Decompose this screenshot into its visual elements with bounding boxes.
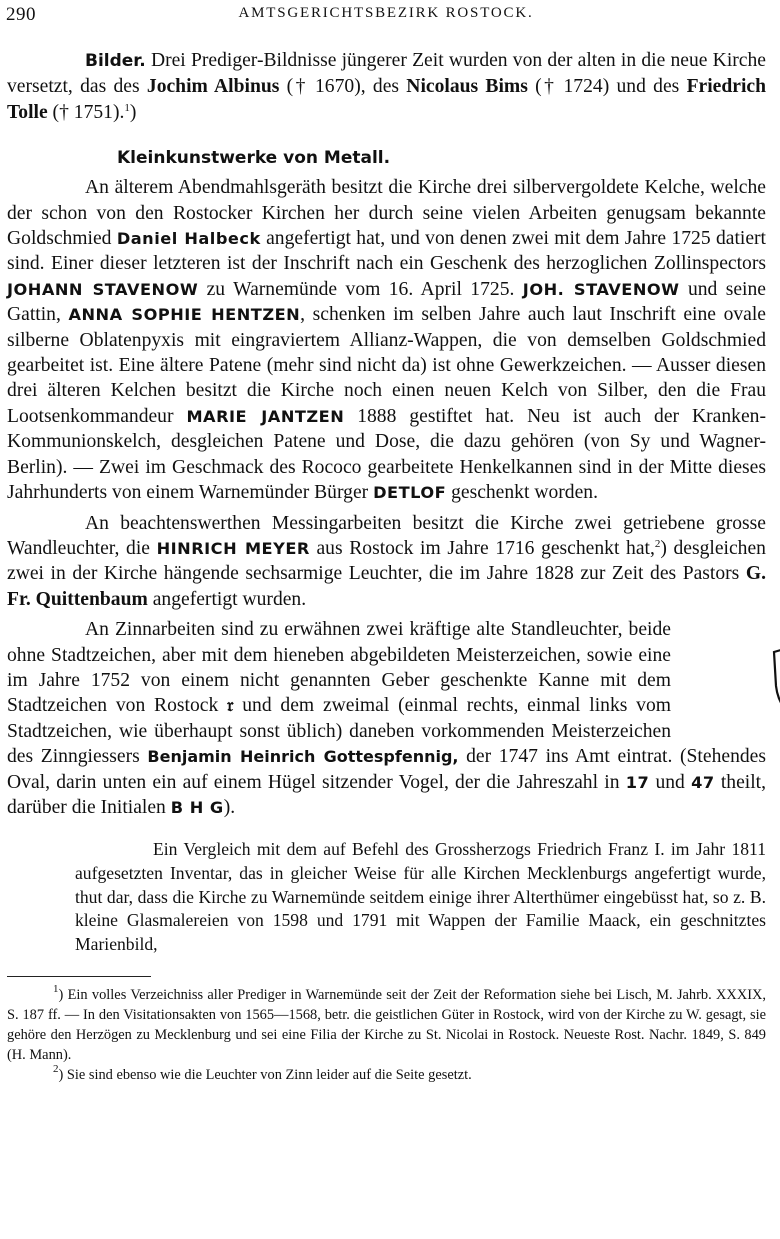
footnote-divider <box>7 976 151 977</box>
name-stavenow: JOHANN STAVENOW <box>7 279 199 299</box>
name-joh-stavenow: JOH. STAVENOW <box>522 279 680 299</box>
anchor-shield-icon <box>769 642 780 726</box>
name-albinus: Jochim Albinus <box>146 76 280 98</box>
page-number: 290 <box>6 4 36 25</box>
name-halbeck: Daniel Halbeck <box>116 229 261 249</box>
name-tolle: Friedrich Tolle <box>7 76 766 123</box>
footnote-2: $^2$) Sie sind ebenso wie die Leuchter von Zinn leider auf die Seite gesetzt. <box>53 1062 472 1083</box>
footnote-ref-2: 2 <box>654 537 661 550</box>
section-title: Kleinkunstwerke von Metall. <box>117 148 391 169</box>
paragraph-bilder: Bilder. Drei Prediger-Bildnisse jüngerer Zeit wurden von der alten in die neue Kirche versetzt, das des Jochim Albinus († 1670), des Nicolaus Bims († 1724) und des Friedrich Tolle († 1751).$^1$) <box>7 50 766 123</box>
paragraph-zinn: An Zinnarbeiten sind zu erwähnen zwei kräftige alte Standleuchter, beide ohne Stadtzeichen, aber mit dem hieneben abgebildeten Meisterzeichen, sowie eine im Jahre 1752 von einem nicht genannten Geber geschenkte Kanne mit dem Stadtzeichen von Rostock 𝔯 und dem zweimal (einmal rechts, einmal links vom Stadtzeichen, wie überhaupt sonst üblich) daneben vorkommenden Meisterzeichen des Zinngiessers Benjamin Heinrich Gottespfennig, der 1747 ins Amt eintrat. (Stehendes Oval, darin unten ein auf einem Hügel sitzender Vogel, der die Jahreszahl in 17 und 47 theilt, darüber die Initialen B H G). <box>7 617 766 820</box>
running-title: AMTSGERICHTSBEZIRK ROSTOCK. <box>238 5 534 21</box>
footnote-ref-1: 1 <box>124 101 130 114</box>
name-quittenbaum: G. Fr. Quittenbaum <box>7 563 766 610</box>
page-body <box>7 48 766 1085</box>
name-detlof: DETLOF <box>373 483 447 503</box>
run-in-heading: Bilder. <box>85 51 146 71</box>
small-print-note: Ein Vergleich mit dem auf Befehl des Grossherzogs Friedrich Franz I. im Jahr 1811 aufgesetzten Inventar, das in gleicher Weise für alle Kirchen Mecklenburgs angefertigt wurde, thut dar, dass die Kirche zu Warnemünde seitdem einige ihrer Alterthümer eingebüsst hat, so z. B. kleine Glasmalereien von 1598 und 1791 mit Wappen der Familie Maack, ein geschnitztes Marienbild, <box>75 839 766 955</box>
footnote-1: $^1$) Ein volles Verzeichniss aller Prediger in Warnemünde seit der Zeit der Reformation siehe bei Lisch, M. Jahrb. XXXIX, S. 187 ff. — In den Visitationsakten von 1565—1568, betr. die geistlichen Güter in Rostock, wird von der Kirche zu W. gesagt, sie gehöre den Herzögen zu Mecklenburg und sei eine Filia der Kirche zu St. Nicolai in Rostock. Neueste Rost. Nachr. 1849, S. 849 (H. Mann). <box>7 982 766 1063</box>
paragraph-messing: An beachtenswerthen Messingarbeiten besitzt die Kirche zwei getriebene grosse Wandleuchter, die HINRICH MEYER aus Rostock im Jahre 1716 geschenkt hat,$^2$) desgleichen zwei in der Kirche hängende sechsarmige Leuchter, die im Jahre 1828 zur Zeit des Pastors G. Fr. Quittenbaum angefertigt wurden. <box>7 512 766 610</box>
rostock-city-mark: 𝔯 <box>227 695 234 717</box>
name-gottespfennig: Benjamin Heinrich Gottespfennig, <box>147 747 459 767</box>
paragraph-abendmahl: An älterem Abendmahlsgeräth besitzt die Kirche drei silbervergoldete Kelche, welche der schon von den Rostocker Kirchen her durch seine vielen Arbeiten genugsam bekannte Goldschmied Daniel Halbeck angefertigt hat, und von denen zwei mit dem Jahre 1725 datiert sind. Einer dieser letzteren ist der Inschrift nach ein Geschenk des herzoglichen Zollinspectors JOHANN STAVENOW zu Warnemünde vom 16. April 1725. JOH. STAVENOW und seine Gattin, ANNA SOPHIE HENTZEN, schenken im selben Jahre auch laut Inschrift eine ovale silberne Oblatenpyxis mit eingraviertem Allianz-Wappen, die von demselben Goldschmied gearbeitet ist. Eine ältere Patene (mehr sind nicht da) ist ohne Gewerkzeichen. — Ausser diesen drei älteren Kelchen besitzt die Kirche noch einen neuen Kelch von Silber, den die Frau Lootsenkommandeur MARIE JANTZEN 1888 gestiftet hat. Neu ist auch der Kranken-Kommunionskelch, desgleichen Patene und Dose, die dazu gehören (von Sy und Wagner-Berlin). — Zwei im Geschmack des Rococo gearbeitete Henkelkannen sind in der Mitte dieses Jahrhunderts von einem Warnemünder Bürger DETLOF geschenkt worden. <box>7 177 766 504</box>
master-mark-figure <box>691 642 761 726</box>
name-hentzen: ANNA SOPHIE HENTZEN <box>68 305 301 325</box>
running-head <box>6 4 766 28</box>
name-meyer: HINRICH MEYER <box>156 538 310 558</box>
initials: B H G <box>170 797 224 817</box>
name-bims: Nicolaus Bims <box>406 76 528 98</box>
name-jantzen: MARIE JANTZEN <box>186 406 345 426</box>
